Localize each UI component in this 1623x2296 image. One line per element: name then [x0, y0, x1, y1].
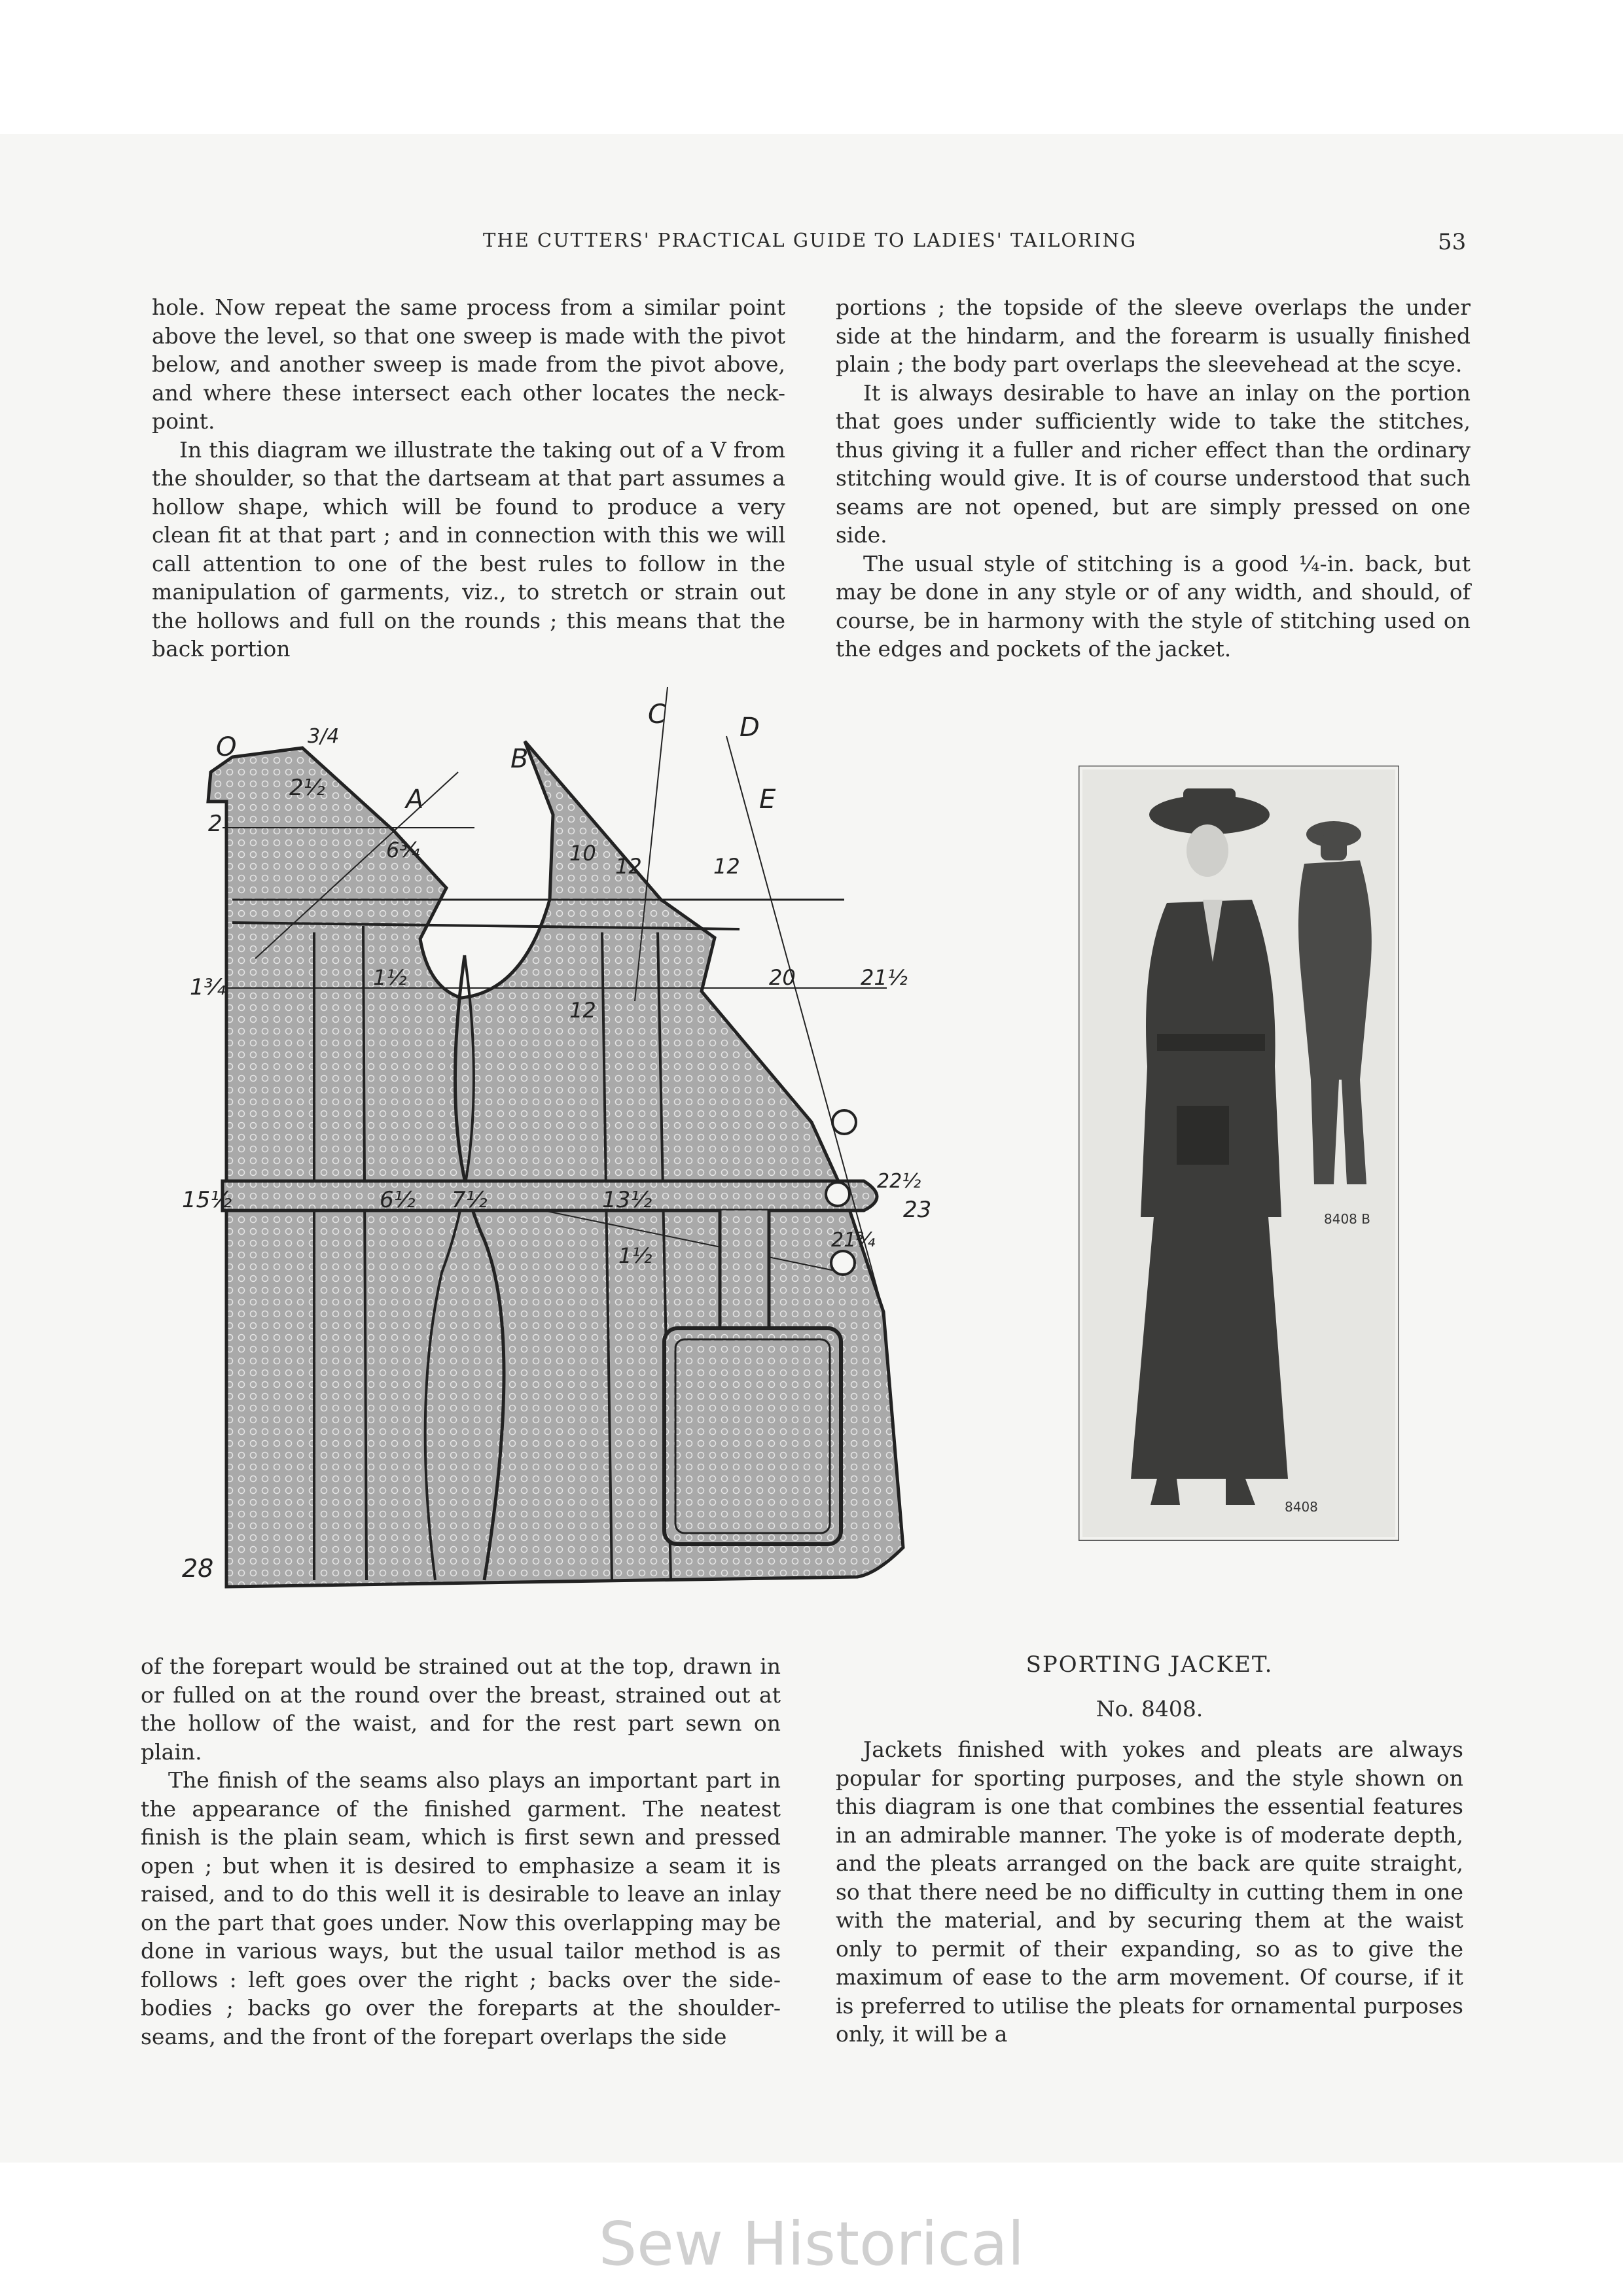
caption-back: 8408 B [1324, 1211, 1370, 1227]
label-twelve: 12 [615, 854, 642, 879]
paragraph: The finish of the seams also plays an important part in the appearance of the finished garment. The neatest finish is the plain seam, which is first sewn and pressed open ; but when it is desired to emphasize a seam it is raised, and to do this well it is desirable to leave an inlay on the part that goes under. Now this overlapping may be done in various ways, but the usual tailor method is as follows : left goes over the right ; backs over the side-bodies ; backs go over the foreparts at the shoulder-seams, and the front of the forepart overlaps the side [141, 1767, 781, 2049]
label-twelve-c: 12 [569, 998, 596, 1023]
text-column-top-right [836, 293, 1471, 663]
label-e: E [759, 785, 776, 815]
paragraph: portions ; the topside of the sleeve overlaps the under side at the hindarm, and the forearm is usually finished plain ; the body part overlaps the sleevehead at the scye. [836, 294, 1471, 377]
label-one-three-quarter: 1¾ [190, 974, 226, 1000]
paragraph: In this diagram we illustrate the taking out of a V from the shoulder, so that the dartseam at that part assumes a hollow shape, which will be found to produce a very clean fit at that part ; and in connection with this we will call attention to one of the best rules to follow in the manipulation of garments, viz., to stretch or strain out the hollows and full on the rounds ; this means that the back portion [152, 436, 785, 662]
jacket-pattern-diagram [177, 684, 982, 1597]
label-ten: 10 [569, 841, 596, 866]
label-twenty-one-three-quarter: 21¾ [831, 1229, 876, 1252]
watermark: Sew Historical [598, 2209, 1025, 2279]
label-twenty-eight: 28 [182, 1554, 214, 1583]
label-b: B [510, 744, 529, 774]
label-six-three-quarter: 6¾ [386, 838, 420, 862]
sporting-jacket-illustration [1079, 766, 1399, 1541]
section-number: No. 8408. [1096, 1696, 1204, 1722]
label-twenty: 20 [769, 965, 796, 990]
paragraph: The usual style of stitching is a good ¼-in. back, but may be done in any style or of any width, and should, of course, be in harmony with the style of stitching used on the edges and pockets of the jacket. [836, 550, 1471, 662]
label-three-quarter: 3/4 [308, 725, 340, 748]
label-one-half-b: 1½ [618, 1243, 652, 1268]
label-twenty-two-half: 22½ [877, 1170, 921, 1193]
caption-main: 8408 [1285, 1499, 1318, 1515]
paragraph: of the forepart would be strained out at the top, drawn in or fulled on at the round over the breast, strained out at the hollow of the waist, and for the rest part sewn on plain. [141, 1653, 781, 1765]
section-title: SPORTING JACKET. [1026, 1651, 1274, 1678]
label-c: C [648, 699, 666, 730]
text-column-top-left [152, 293, 785, 663]
label-fifteen-half: 15½ [182, 1187, 232, 1213]
label-a: A [406, 785, 424, 815]
label-two: 2 [208, 811, 223, 837]
label-twelve-b: 12 [713, 854, 740, 879]
label-seven-half: 7½ [452, 1187, 488, 1213]
text-column-bottom-right [836, 1735, 1463, 2049]
paragraph: Jackets finished with yokes and pleats are always popular for sporting purposes, and the style shown on this diagram is one that combines the essential features in an admirable manner. The yoke is of moderate depth, and the pleats arranged on the back are quite straight, so that there need be no difficulty in cutting them in one with the material, and by securing them at the waist only to permit of their expanding, so as to give the maximum of ease to the arm movement. Of course, if it is preferred to utilise the pleats for ornamental purposes only, it will be a [836, 1737, 1463, 2047]
label-one-half: 1½ [373, 965, 407, 990]
page-number: 53 [1438, 229, 1467, 255]
running-title: THE CUTTERS' PRACTICAL GUIDE TO LADIES' TAILORING [483, 229, 1137, 251]
label-two-half: 2½ [289, 775, 325, 801]
label-o: O [216, 732, 237, 762]
label-thirteen-half: 13½ [602, 1187, 652, 1213]
paragraph: It is always desirable to have an inlay on the portion that goes under sufficiently wide to take the stitches, thus giving it a fuller and richer effect than the ordinary stitching would give. It is of course understood that such seams are not opened, but are simply pressed on one side. [836, 380, 1471, 548]
label-twenty-one-half: 21½ [861, 965, 908, 990]
label-d: D [740, 713, 760, 743]
paragraph: hole. Now repeat the same process from a similar point above the level, so that one sweep is made with the pivot below, and another sweep is made from the pivot above, and where these intersect each other locates the neck-point. [152, 294, 785, 434]
label-twenty-three: 23 [903, 1197, 932, 1223]
label-six-half: 6½ [380, 1187, 416, 1213]
text-column-bottom-left [141, 1652, 781, 2051]
